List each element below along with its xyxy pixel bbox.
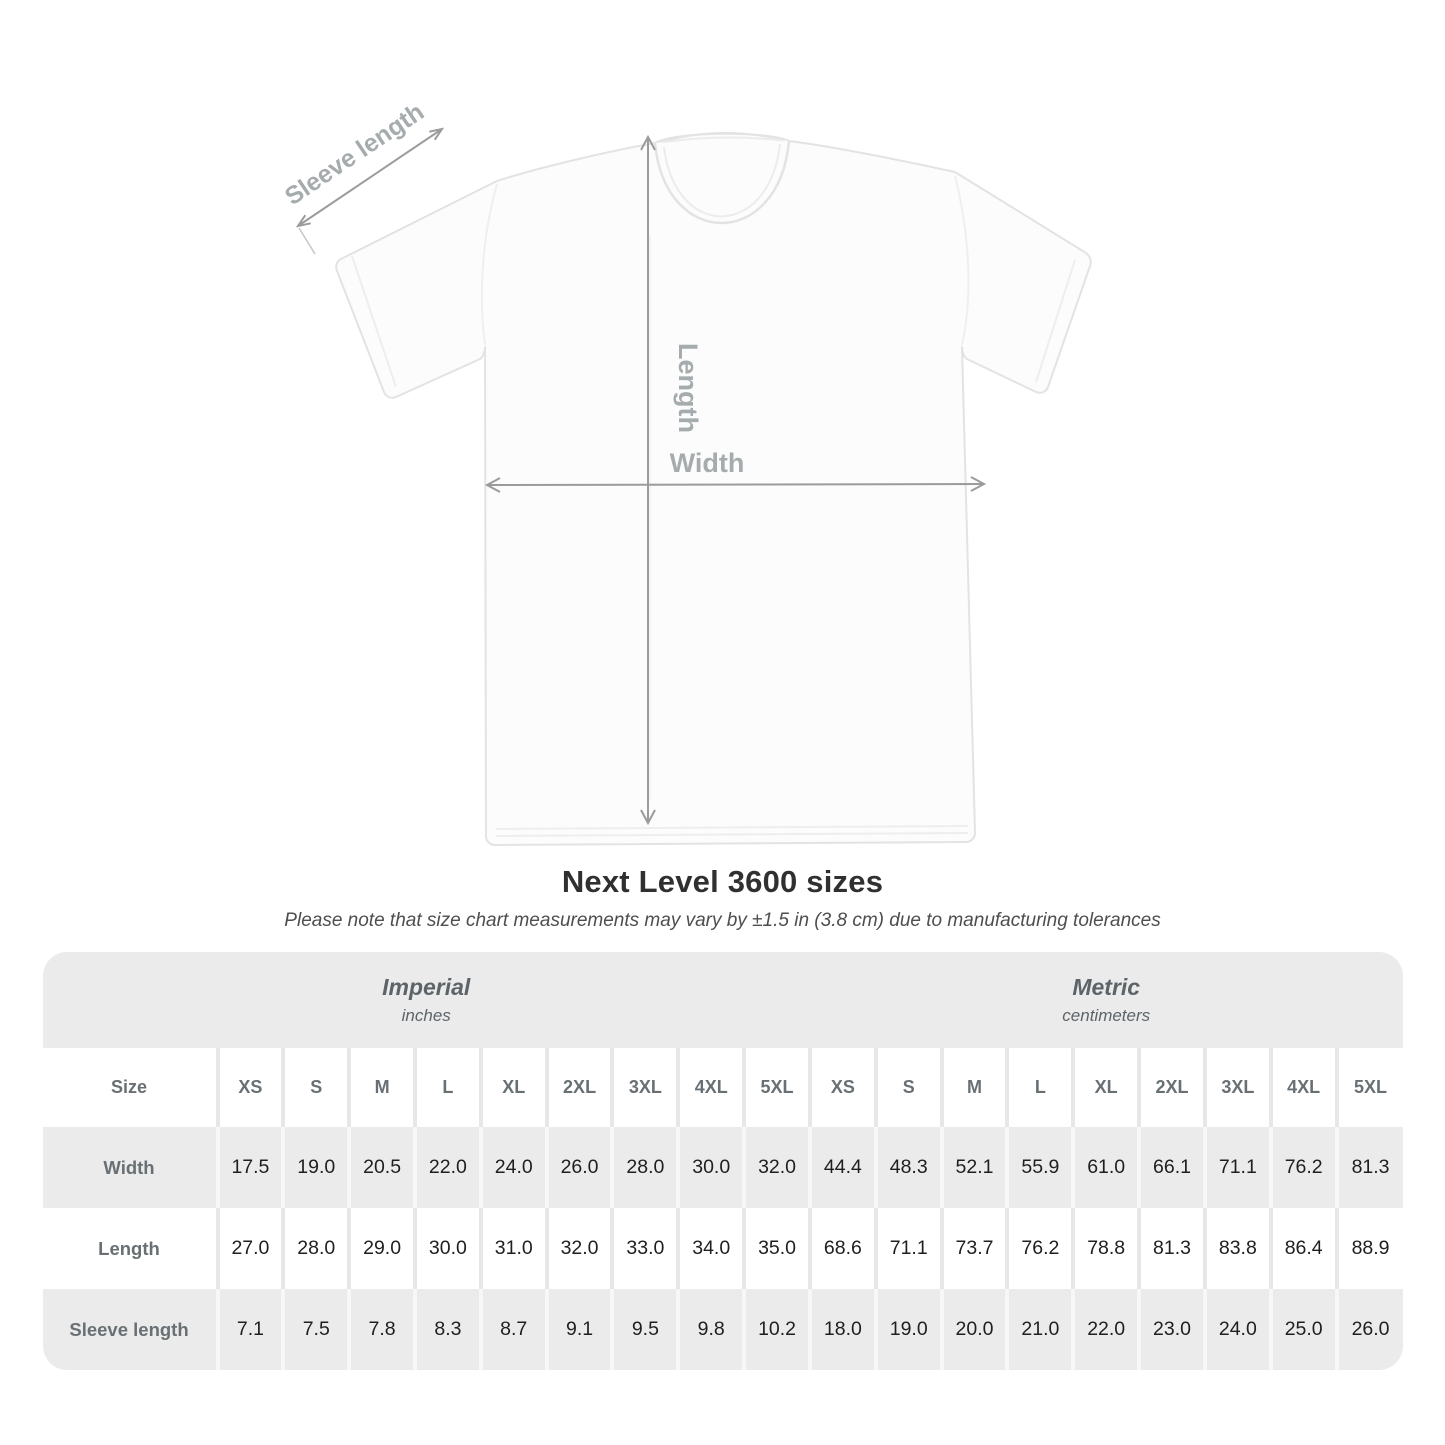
width-label: Width [669, 448, 745, 478]
value-cell: 76.2 [1007, 1208, 1073, 1289]
value-cell: 35.0 [744, 1208, 810, 1289]
size-header-cell: 3XL [1205, 1048, 1271, 1127]
value-cell: 23.0 [1139, 1289, 1205, 1370]
row-label: Width [43, 1127, 218, 1208]
imperial-band [43, 952, 810, 1048]
value-cell: 32.0 [744, 1127, 810, 1208]
sleeve-length-label: Sleeve length [279, 97, 430, 212]
value-cell: 52.1 [942, 1127, 1008, 1208]
size-header-cell: L [415, 1048, 481, 1127]
table-row-length [43, 1208, 1403, 1289]
size-header-cell: L [1007, 1048, 1073, 1127]
tshirt-outline [336, 134, 1091, 845]
value-cell: 48.3 [876, 1127, 942, 1208]
size-header-cell: 2XL [1139, 1048, 1205, 1127]
page-subtitle: Please note that size chart measurements may vary by ±1.5 in (3.8 cm) due to manufacturing tolerances [284, 910, 1161, 931]
value-cell: 33.0 [612, 1208, 678, 1289]
value-cell: 19.0 [283, 1127, 349, 1208]
value-cell: 27.0 [218, 1208, 284, 1289]
metric-band-title: Metric [1072, 974, 1141, 1000]
size-header-row [43, 1048, 1403, 1127]
value-cell: 73.7 [942, 1208, 1008, 1289]
size-header-cell: 4XL [678, 1048, 744, 1127]
size-header-cell: M [349, 1048, 415, 1127]
page-title: Next Level 3600 sizes [561, 864, 884, 899]
value-cell: 81.3 [1139, 1208, 1205, 1289]
value-cell: 17.5 [218, 1127, 284, 1208]
value-cell: 20.0 [942, 1289, 1008, 1370]
value-cell: 9.8 [678, 1289, 744, 1370]
value-cell: 44.4 [810, 1127, 876, 1208]
value-cell: 9.5 [612, 1289, 678, 1370]
size-header-cell: XS [810, 1048, 876, 1127]
value-cell: 22.0 [415, 1127, 481, 1208]
value-cell: 71.1 [1205, 1127, 1271, 1208]
size-header-cell: XL [481, 1048, 547, 1127]
value-cell: 10.2 [744, 1289, 810, 1370]
value-cell: 28.0 [612, 1127, 678, 1208]
table-row-width [43, 1127, 1403, 1208]
value-cell: 29.0 [349, 1208, 415, 1289]
heading-section [0, 864, 1445, 932]
value-cell: 55.9 [1007, 1127, 1073, 1208]
value-cell: 18.0 [810, 1289, 876, 1370]
value-cell: 66.1 [1139, 1127, 1205, 1208]
metric-band [810, 952, 1403, 1048]
size-header-cell: 3XL [612, 1048, 678, 1127]
value-cell: 21.0 [1007, 1289, 1073, 1370]
value-cell: 68.6 [810, 1208, 876, 1289]
row-label: Length [43, 1208, 218, 1289]
value-cell: 26.0 [1337, 1289, 1403, 1370]
value-cell: 71.1 [876, 1208, 942, 1289]
imperial-band-title: Imperial [382, 974, 471, 1000]
value-cell: 7.1 [218, 1289, 284, 1370]
value-cell: 76.2 [1271, 1127, 1337, 1208]
value-cell: 7.5 [283, 1289, 349, 1370]
size-header-cell: 5XL [1337, 1048, 1403, 1127]
value-cell: 9.1 [547, 1289, 613, 1370]
size-header-cell: S [876, 1048, 942, 1127]
row-label: Sleeve length [43, 1289, 218, 1370]
value-cell: 83.8 [1205, 1208, 1271, 1289]
value-cell: 25.0 [1271, 1289, 1337, 1370]
value-cell: 86.4 [1271, 1208, 1337, 1289]
value-cell: 32.0 [547, 1208, 613, 1289]
value-cell: 20.5 [349, 1127, 415, 1208]
value-cell: 24.0 [1205, 1289, 1271, 1370]
size-header-cell: 5XL [744, 1048, 810, 1127]
value-cell: 7.8 [349, 1289, 415, 1370]
value-cell: 81.3 [1337, 1127, 1403, 1208]
value-cell: 88.9 [1337, 1208, 1403, 1289]
imperial-band-unit: inches [401, 1006, 451, 1025]
size-corner-header: Size [43, 1048, 218, 1127]
value-cell: 8.3 [415, 1289, 481, 1370]
size-header-cell: 4XL [1271, 1048, 1337, 1127]
value-cell: 19.0 [876, 1289, 942, 1370]
value-cell: 8.7 [481, 1289, 547, 1370]
size-header-cell: M [942, 1048, 1008, 1127]
size-chart-table [43, 952, 1403, 1370]
metric-band-unit: centimeters [1062, 1006, 1151, 1025]
length-label: Length [673, 343, 703, 433]
value-cell: 30.0 [415, 1208, 481, 1289]
unit-band-row [43, 952, 1403, 1048]
value-cell: 22.0 [1073, 1289, 1139, 1370]
value-cell: 34.0 [678, 1208, 744, 1289]
value-cell: 26.0 [547, 1127, 613, 1208]
value-cell: 61.0 [1073, 1127, 1139, 1208]
table-row-sleeve-length [43, 1289, 1403, 1370]
value-cell: 31.0 [481, 1208, 547, 1289]
value-cell: 30.0 [678, 1127, 744, 1208]
size-header-cell: XS [218, 1048, 284, 1127]
value-cell: 28.0 [283, 1208, 349, 1289]
value-cell: 24.0 [481, 1127, 547, 1208]
size-header-cell: XL [1073, 1048, 1139, 1127]
size-header-cell: S [283, 1048, 349, 1127]
size-header-cell: 2XL [547, 1048, 613, 1127]
value-cell: 78.8 [1073, 1208, 1139, 1289]
